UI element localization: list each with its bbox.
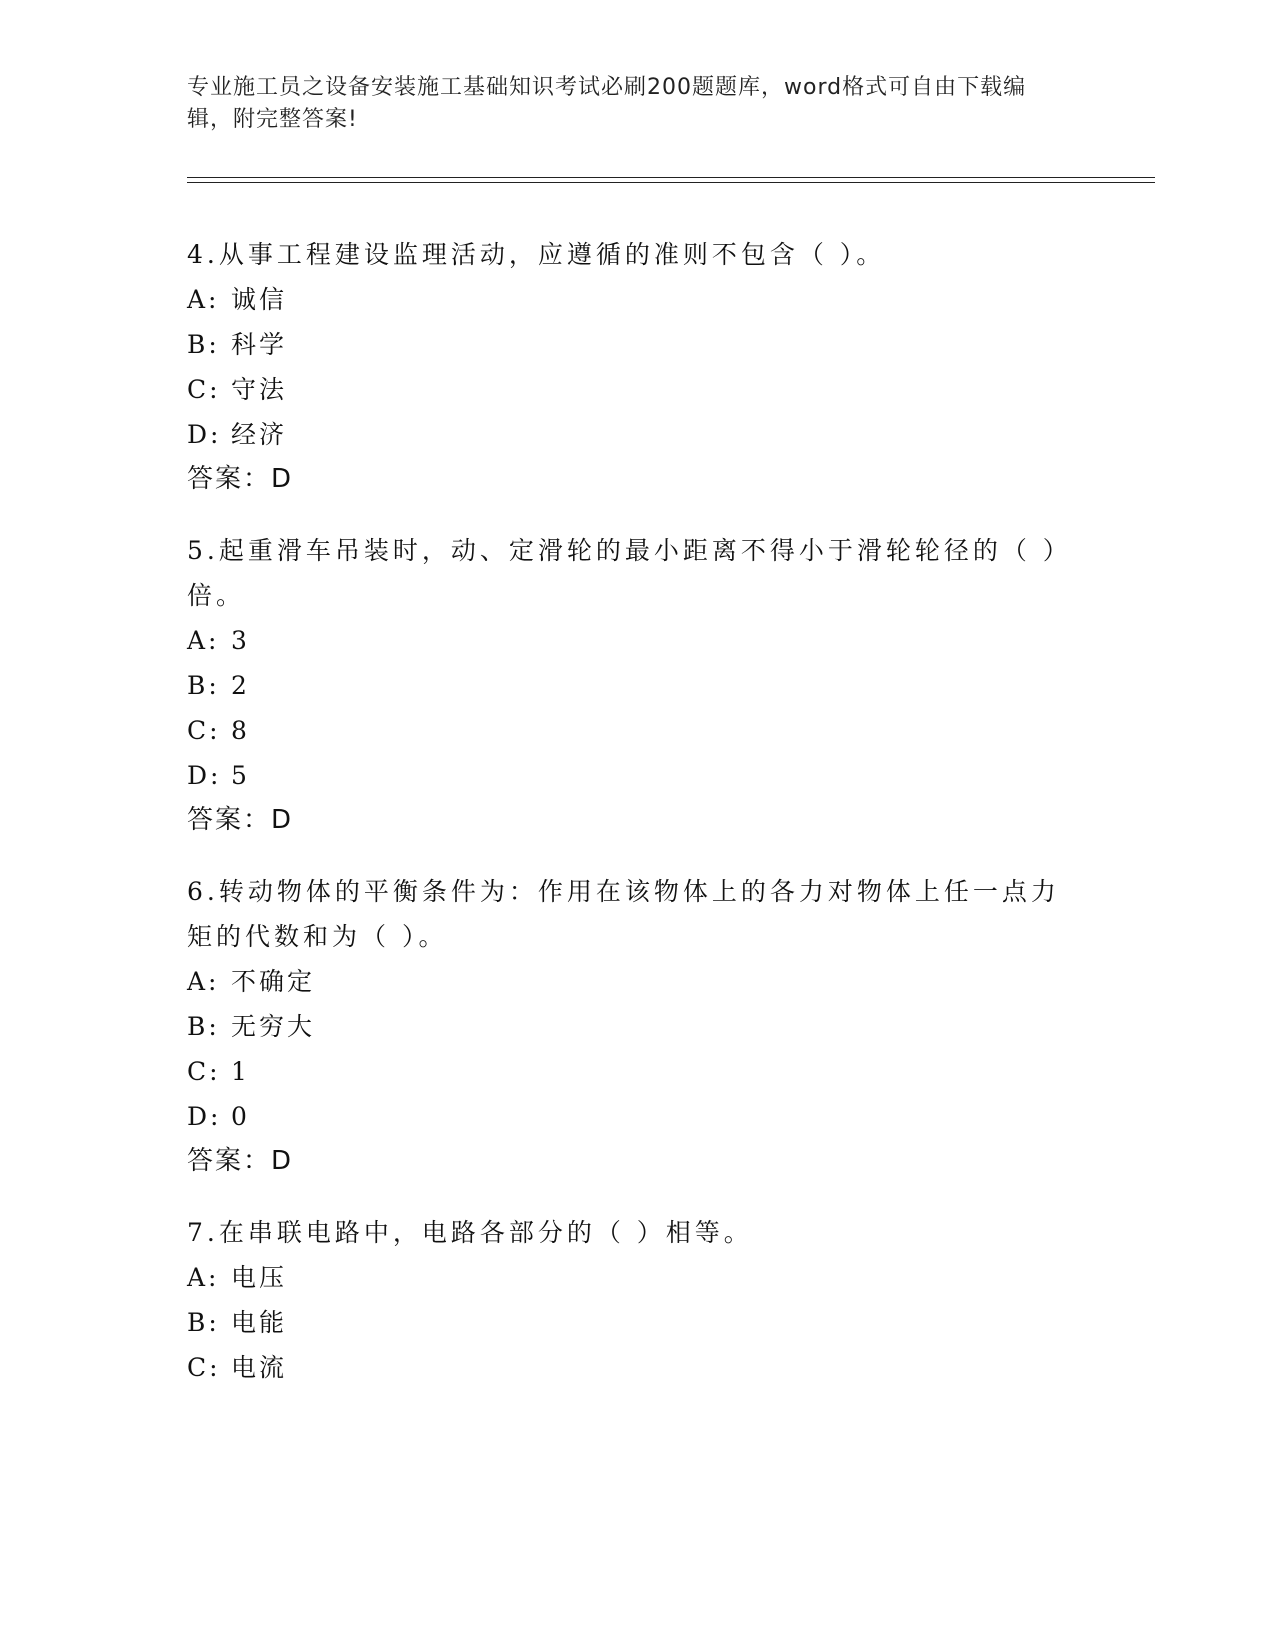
option-letter: A:	[187, 285, 220, 314]
option-b	[187, 1004, 1067, 1049]
option-c	[187, 1345, 1067, 1390]
question-text: 5.起重滑车吊装时，动、定滑轮的最小距离不得小于滑轮轮径的（ ）倍。	[187, 536, 1060, 610]
option-text: 8	[231, 716, 250, 745]
option-text: 5	[231, 761, 250, 790]
option-a	[187, 959, 1067, 1004]
option-letter: A:	[187, 1263, 220, 1292]
question-list	[187, 232, 1067, 1416]
option-a	[187, 1255, 1067, 1300]
option-c	[187, 1049, 1067, 1094]
option-c	[187, 708, 1067, 753]
option-text: 守法	[231, 375, 288, 404]
answer-line: 答案：D	[187, 464, 294, 494]
question-5	[187, 528, 1067, 843]
option-text: 电能	[231, 1308, 288, 1337]
option-letter: C:	[187, 375, 221, 404]
option-d	[187, 753, 1067, 798]
option-text: 2	[231, 671, 250, 700]
option-text: 1	[231, 1057, 250, 1086]
question-4	[187, 232, 1067, 502]
option-text: 3	[231, 626, 250, 655]
option-b	[187, 322, 1067, 367]
option-letter: D:	[187, 420, 222, 449]
option-letter: A:	[187, 626, 220, 655]
option-text: 0	[231, 1102, 250, 1131]
question-text: 4.从事工程建设监理活动，应遵循的准则不包含（ ）。	[187, 240, 886, 269]
answer-line: 答案：D	[187, 1146, 294, 1176]
option-text: 诚信	[231, 285, 288, 314]
question-text: 7.在串联电路中，电路各部分的（ ）相等。	[187, 1218, 753, 1247]
option-a	[187, 277, 1067, 322]
option-c	[187, 367, 1067, 412]
header-divider-bottom	[187, 182, 1155, 183]
option-letter: D:	[187, 761, 222, 790]
header-divider-top	[187, 177, 1155, 178]
option-letter: B:	[187, 330, 220, 359]
option-letter: C:	[187, 1057, 221, 1086]
answer-line: 答案：D	[187, 805, 294, 835]
option-text: 无穷大	[231, 1012, 316, 1041]
option-letter: C:	[187, 1353, 221, 1382]
option-text: 科学	[231, 330, 288, 359]
option-text: 不确定	[231, 967, 316, 996]
option-letter: B:	[187, 1308, 220, 1337]
option-text: 电流	[231, 1353, 288, 1382]
option-b	[187, 663, 1067, 708]
question-text: 6.转动物体的平衡条件为：作用在该物体上的各力对物体上任一点力矩的代数和为（ ）。	[187, 877, 1060, 951]
option-text: 经济	[231, 420, 288, 449]
option-text: 电压	[231, 1263, 288, 1292]
option-d	[187, 1094, 1067, 1139]
option-a	[187, 618, 1067, 663]
question-6	[187, 869, 1067, 1184]
document-header: 专业施工员之设备安装施工基础知识考试必刷200题题库，word格式可自由下载编辑，附完整答案!	[187, 75, 1027, 132]
option-letter: C:	[187, 716, 221, 745]
option-d	[187, 412, 1067, 457]
option-b	[187, 1300, 1067, 1345]
option-letter: A:	[187, 967, 220, 996]
option-letter: D:	[187, 1102, 222, 1131]
option-letter: B:	[187, 1012, 220, 1041]
option-letter: B:	[187, 671, 220, 700]
question-7	[187, 1210, 1067, 1390]
